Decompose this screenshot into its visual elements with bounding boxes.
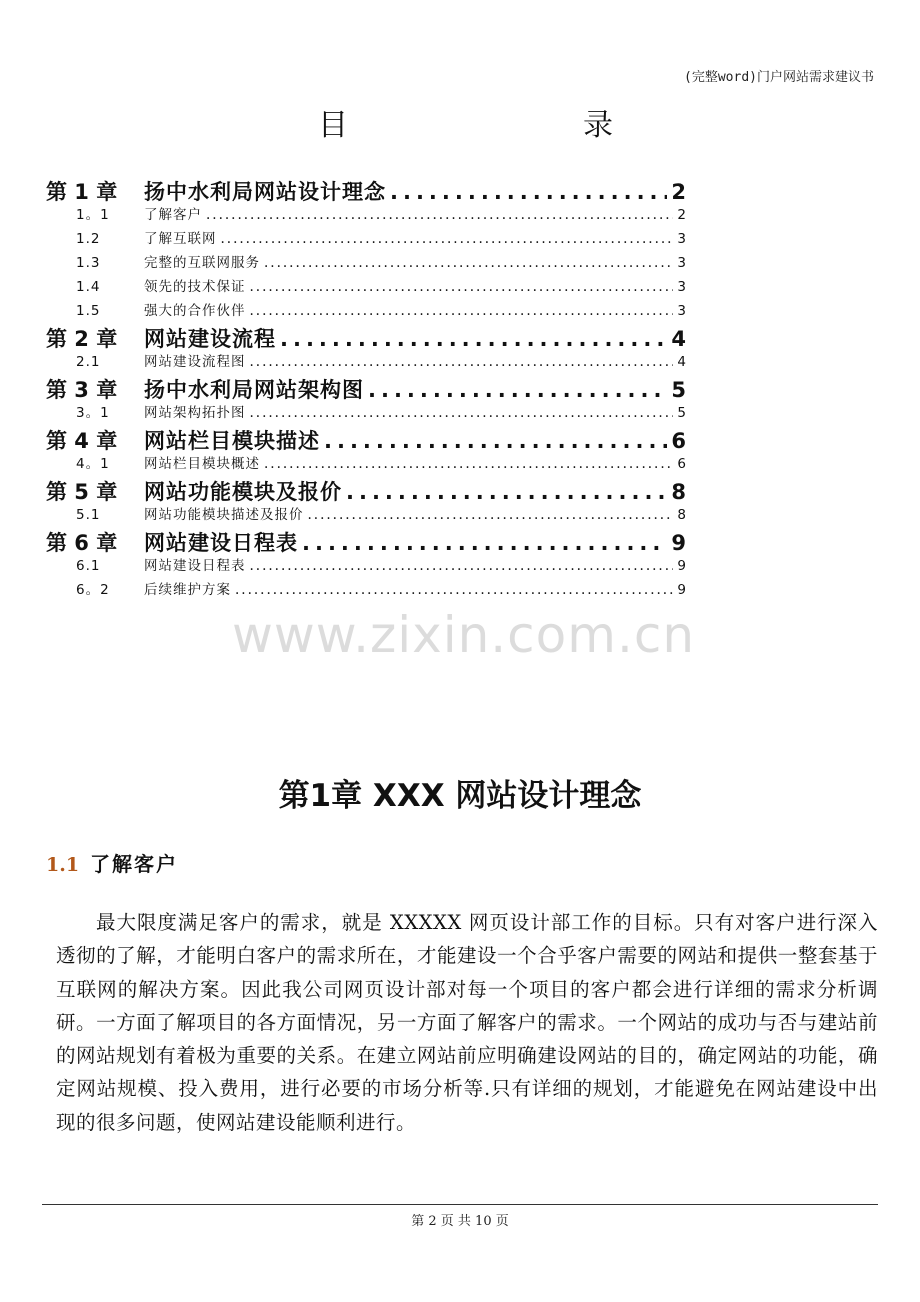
toc-leader-dots bbox=[264, 456, 673, 472]
toc-entry-chapter[interactable] bbox=[46, 425, 686, 452]
toc-entry-number: 3。1 bbox=[76, 405, 110, 421]
toc-entry-number: 6.1 bbox=[76, 558, 101, 574]
toc-leader-dots bbox=[250, 405, 674, 421]
toc-entry-section[interactable] bbox=[46, 350, 686, 374]
toc-entry-page: 9 bbox=[677, 582, 686, 598]
toc-title-char: 目 bbox=[318, 108, 348, 143]
toc-entry-label: 网站建设日程表 bbox=[144, 558, 246, 574]
toc-entry-number: 第 4 章 bbox=[46, 429, 118, 453]
toc-entry-label: 完整的互联网服务 bbox=[144, 255, 260, 271]
toc-entry-number: 第 3 章 bbox=[46, 378, 118, 402]
toc-entry-number: 1。1 bbox=[76, 207, 110, 223]
toc-entry-page: 6 bbox=[671, 429, 686, 453]
toc-entry-number: 1.2 bbox=[76, 231, 101, 247]
toc-leader-dots bbox=[250, 303, 674, 319]
toc-entry-page: 3 bbox=[677, 255, 686, 271]
toc-entry-page: 4 bbox=[671, 327, 686, 351]
toc-entry-label: 网站建设日程表 bbox=[144, 531, 298, 555]
toc-entry-number: 1.4 bbox=[76, 279, 101, 295]
toc-entry-number: 2.1 bbox=[76, 354, 101, 370]
toc-entry-section[interactable] bbox=[46, 578, 686, 602]
toc-leader-dots bbox=[206, 207, 673, 223]
toc-entry-label: 领先的技术保证 bbox=[144, 279, 246, 295]
toc-entry-page: 9 bbox=[671, 531, 686, 555]
toc-entry-chapter[interactable] bbox=[46, 476, 686, 503]
toc-entry-page: 9 bbox=[677, 558, 686, 574]
toc-title-char: 录 bbox=[583, 108, 613, 143]
toc-entry-section[interactable] bbox=[46, 299, 686, 323]
toc-entry-page: 2 bbox=[671, 180, 686, 204]
toc-leader-dots bbox=[235, 582, 673, 598]
toc-entry-label: 网站建设流程 bbox=[144, 327, 276, 351]
toc-entry-number: 第 1 章 bbox=[46, 180, 118, 204]
toc-entry-number: 4。1 bbox=[76, 456, 110, 472]
toc-title bbox=[0, 100, 920, 143]
toc-leader-dots bbox=[308, 507, 674, 523]
toc-entry-label: 后续维护方案 bbox=[144, 582, 231, 598]
toc-entry-number: 5.1 bbox=[76, 507, 101, 523]
toc-entry-label: 了解互联网 bbox=[144, 231, 217, 247]
toc-entry-page: 3 bbox=[677, 231, 686, 247]
toc-entry-section[interactable] bbox=[46, 227, 686, 251]
section-heading bbox=[46, 848, 178, 877]
toc-entry-section[interactable] bbox=[46, 275, 686, 299]
toc-entry-label: 网站栏目模块描述 bbox=[144, 429, 320, 453]
toc-entry-page: 8 bbox=[671, 480, 686, 504]
toc-entry-section[interactable] bbox=[46, 203, 686, 227]
toc-entry-page: 5 bbox=[677, 405, 686, 421]
toc-leader-dots bbox=[302, 531, 667, 555]
toc-entry-chapter[interactable] bbox=[46, 323, 686, 350]
toc-entry-label: 网站栏目模块概述 bbox=[144, 456, 260, 472]
footer-rule bbox=[42, 1204, 878, 1205]
watermark: www.zixin.com.cn bbox=[232, 606, 696, 664]
toc-entry-number: 第 2 章 bbox=[46, 327, 118, 351]
section-title: 了解客户 bbox=[90, 852, 178, 876]
toc-entry-number: 第 5 章 bbox=[46, 480, 118, 504]
toc-entry-label: 扬中水利局网站设计理念 bbox=[144, 180, 386, 204]
toc-leader-dots bbox=[221, 231, 674, 247]
toc-entry-page: 3 bbox=[677, 279, 686, 295]
toc-entry-chapter[interactable] bbox=[46, 527, 686, 554]
toc-leader-dots bbox=[250, 558, 674, 574]
toc-entry-page: 5 bbox=[671, 378, 686, 402]
section-number: 1.1 bbox=[46, 854, 80, 876]
toc-entry-number: 第 6 章 bbox=[46, 531, 118, 555]
toc-entry-page: 8 bbox=[677, 507, 686, 523]
toc-entry-label: 网站功能模块描述及报价 bbox=[144, 507, 304, 523]
page-footer: 第 2 页 共 10 页 bbox=[411, 1214, 509, 1229]
toc-entry-label: 扬中水利局网站架构图 bbox=[144, 378, 364, 402]
toc-entry-section[interactable] bbox=[46, 452, 686, 476]
toc-entry-label: 网站建设流程图 bbox=[144, 354, 246, 370]
toc-entry-page: 6 bbox=[677, 456, 686, 472]
toc-entry-section[interactable] bbox=[46, 554, 686, 578]
toc-entry-page: 4 bbox=[677, 354, 686, 370]
toc-leader-dots bbox=[264, 255, 673, 271]
toc-entry-section[interactable] bbox=[46, 251, 686, 275]
toc-entry-chapter[interactable] bbox=[46, 176, 686, 203]
toc-leader-dots bbox=[250, 279, 674, 295]
toc-entry-section[interactable] bbox=[46, 401, 686, 425]
running-header: (完整word)门户网站需求建议书 bbox=[684, 70, 874, 85]
toc-entry-number: 1.3 bbox=[76, 255, 101, 271]
toc-leader-dots bbox=[324, 429, 667, 453]
chapter-heading: 第1章 XXX 网站设计理念 bbox=[278, 778, 642, 814]
toc-entry-number: 1.5 bbox=[76, 303, 101, 319]
body-paragraph: 最大限度满足客户的需求，就是 XXXXX 网页设计部工作的目标。只有对客户进行深入透彻的了解，才能明白客户的需求所在，才能建设一个合乎客户需要的网站和提供一整套基于互联网的解决方案。因此我公司网页设计部对每一个项目的客户都会进行详细的需求分析调研。一方面了解项目的各方面情况，另一方面了解客户的需求。一个网站的成功与否与建站前的网站规划有着极为重要的关系。在建立网站前应明确建设网站的目的，确定网站的功能，确定网站规模、投入费用，进行必要的市场分析等.只有详细的规划，才能避免在网站建设中出现的很多问题，使网站建设能顺利进行。 bbox=[56, 911, 878, 1134]
toc-entry-number: 6。2 bbox=[76, 582, 110, 598]
toc-entry-page: 3 bbox=[677, 303, 686, 319]
toc-entry-label: 网站架构拓扑图 bbox=[144, 405, 246, 421]
toc-leader-dots bbox=[368, 378, 667, 402]
toc-entry-chapter[interactable] bbox=[46, 374, 686, 401]
toc-entry-label: 强大的合作伙伴 bbox=[144, 303, 246, 319]
toc-entry-label: 网站功能模块及报价 bbox=[144, 480, 342, 504]
toc-leader-dots bbox=[250, 354, 674, 370]
table-of-contents bbox=[46, 176, 686, 602]
toc-leader-dots bbox=[346, 480, 667, 504]
toc-leader-dots bbox=[390, 180, 667, 204]
toc-entry-label: 了解客户 bbox=[144, 207, 202, 223]
toc-entry-section[interactable] bbox=[46, 503, 686, 527]
toc-entry-page: 2 bbox=[677, 207, 686, 223]
toc-leader-dots bbox=[280, 327, 667, 351]
